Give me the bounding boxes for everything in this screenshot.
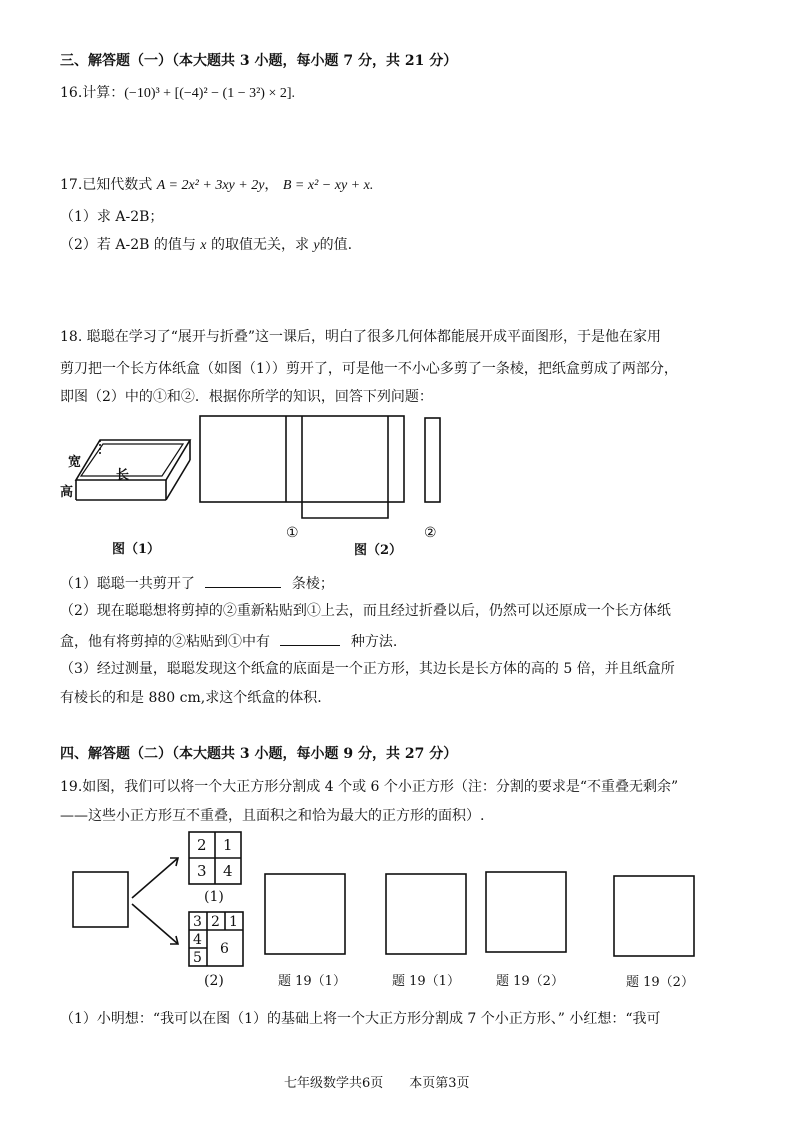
grid6-cell-4: 4 xyxy=(193,932,202,948)
q17-separator: ， xyxy=(264,177,279,193)
grid6-cell-5: 5 xyxy=(193,950,202,966)
q17-part-2-a: （2）若 A-2B 的值与 xyxy=(60,237,196,253)
q18-part-1-a: （1）聪聪一共剪开了 xyxy=(60,576,195,592)
q17-var-x: x xyxy=(200,238,207,253)
q17-stem-prefix: 17.已知代数式 xyxy=(60,177,153,193)
q19-caption-2: 题 19（1） xyxy=(392,974,460,989)
q17-part-2-b: 的取值无关，求 xyxy=(210,237,309,253)
q17-expression-b: B = x² − xy + x. xyxy=(282,178,374,193)
q19-caption-4: 题 19（2） xyxy=(626,975,694,990)
q18-part-2-answer-blank[interactable] xyxy=(280,631,340,646)
grid4-cell-4: 4 xyxy=(223,862,233,880)
grid4-cell-1: 2 xyxy=(197,836,207,854)
q17-var-y: y xyxy=(313,238,320,253)
q18-part-1 xyxy=(60,573,334,593)
q18-part-2-line-1: （2）现在聪聪想将剪掉的②重新粘贴到①上去，而且经过折叠以后，仍然可以还原成一个长方体纸 xyxy=(60,603,671,619)
page-footer: 七年级数学共6页 本页第3页 xyxy=(284,1076,470,1091)
q17-part-2-c: 的值. xyxy=(319,237,353,253)
q18-line-2: 剪刀把一个长方体纸盒（如图（1））剪开了，可是他一不小心多剪了一条棱，把纸盒剪成了两部分， xyxy=(60,361,678,377)
figure-2-piece-1-net xyxy=(200,416,404,518)
section-4-heading: 四、解答题（二）（本大题共 3 小题，每小题 9 分，共 27 分） xyxy=(60,746,458,762)
q16-expression: (−10)³ + [(−4)² − (1 − 3²) × 2]. xyxy=(124,86,296,101)
q16-label: 计算： xyxy=(82,85,125,101)
fig1-label-length: 长 xyxy=(116,468,130,483)
q19-big-square xyxy=(73,872,128,927)
grid4-cell-3: 3 xyxy=(197,862,207,880)
q18-part-2-line-2 xyxy=(60,631,397,651)
q18-part-2-b: 种方法. xyxy=(350,634,398,650)
box-inner-rim xyxy=(81,444,183,476)
figure-2-piece-2-strip xyxy=(425,418,440,502)
grid6-cell-1: 3 xyxy=(193,914,202,930)
q19-line-2: ——这些小正方形互不重叠，且面积之和恰为最大的正方形的面积）. xyxy=(60,808,485,824)
q18-part-2-a: 盒，他有将剪掉的②粘贴到①中有 xyxy=(60,634,270,650)
q19-part-1-line: （1）小明想：“我可以在图（1）的基础上将一个大正方形分割成 7 个小正方形、” 小红想：“我可 xyxy=(60,1011,661,1027)
q17-expression-a: A = 2x² + 3xy + 2y xyxy=(156,178,265,193)
q19-caption-3: 题 19（2） xyxy=(496,974,564,989)
q19-fig-a-label: (1) xyxy=(204,889,224,905)
q18-part-3-line-2: 有棱长的和是 880 cm,求这个纸盒的体积. xyxy=(60,690,322,706)
q19-empty-square-2 xyxy=(386,874,466,954)
q18-line-3: 即图（2）中的①和②．根据你所学的知识，回答下列问题： xyxy=(60,389,433,405)
q19-empty-square-4 xyxy=(614,876,694,956)
section-3-heading: 三、解答题（一）（本大题共 3 小题，每小题 7 分，共 21 分） xyxy=(60,53,458,69)
q19-empty-square-3 xyxy=(486,872,566,952)
grid6-cell-6: 6 xyxy=(220,941,229,957)
q18-part-1-b: 条棱； xyxy=(291,576,334,592)
grid6-cell-2: 2 xyxy=(211,914,220,930)
fig1-label-height: 高 xyxy=(60,485,74,500)
grid4-cell-2: 1 xyxy=(223,836,233,854)
fig2-mark-2: ② xyxy=(424,525,437,541)
q18-line-1: 18. 聪聪在学习了“展开与折叠”这一课后，明白了很多几何体都能展开成平面图形，于是他在家用 xyxy=(60,329,662,345)
q19-arrows xyxy=(132,858,178,944)
q17-part-1: （1）求 A-2B； xyxy=(60,209,164,225)
q19-caption-1: 题 19（1） xyxy=(278,974,346,989)
q16-number: 16. xyxy=(60,85,83,101)
figure-1-open-box xyxy=(76,440,190,500)
fig1-label-width: 宽 xyxy=(68,455,82,470)
fig2-mark-1: ① xyxy=(286,525,299,541)
grid6-cell-3: 1 xyxy=(229,914,238,930)
fig1-caption: 图（1） xyxy=(112,542,161,557)
q18-part-3-line-1: （3）经过测量，聪聪发现这个纸盒的底面是一个正方形，其边长是长方体的高的 5 倍，并且纸盒所 xyxy=(60,661,675,677)
fig2-caption: 图（2） xyxy=(354,543,403,558)
q18-part-1-answer-blank[interactable] xyxy=(205,573,281,588)
q19-line-1: 19.如图，我们可以将一个大正方形分割成 4 个或 6 个小正方形（注：分割的要求是“不重叠无剩余” xyxy=(60,779,679,795)
q19-fig-b-label: (2) xyxy=(204,973,224,989)
q19-empty-square-1 xyxy=(265,874,345,954)
